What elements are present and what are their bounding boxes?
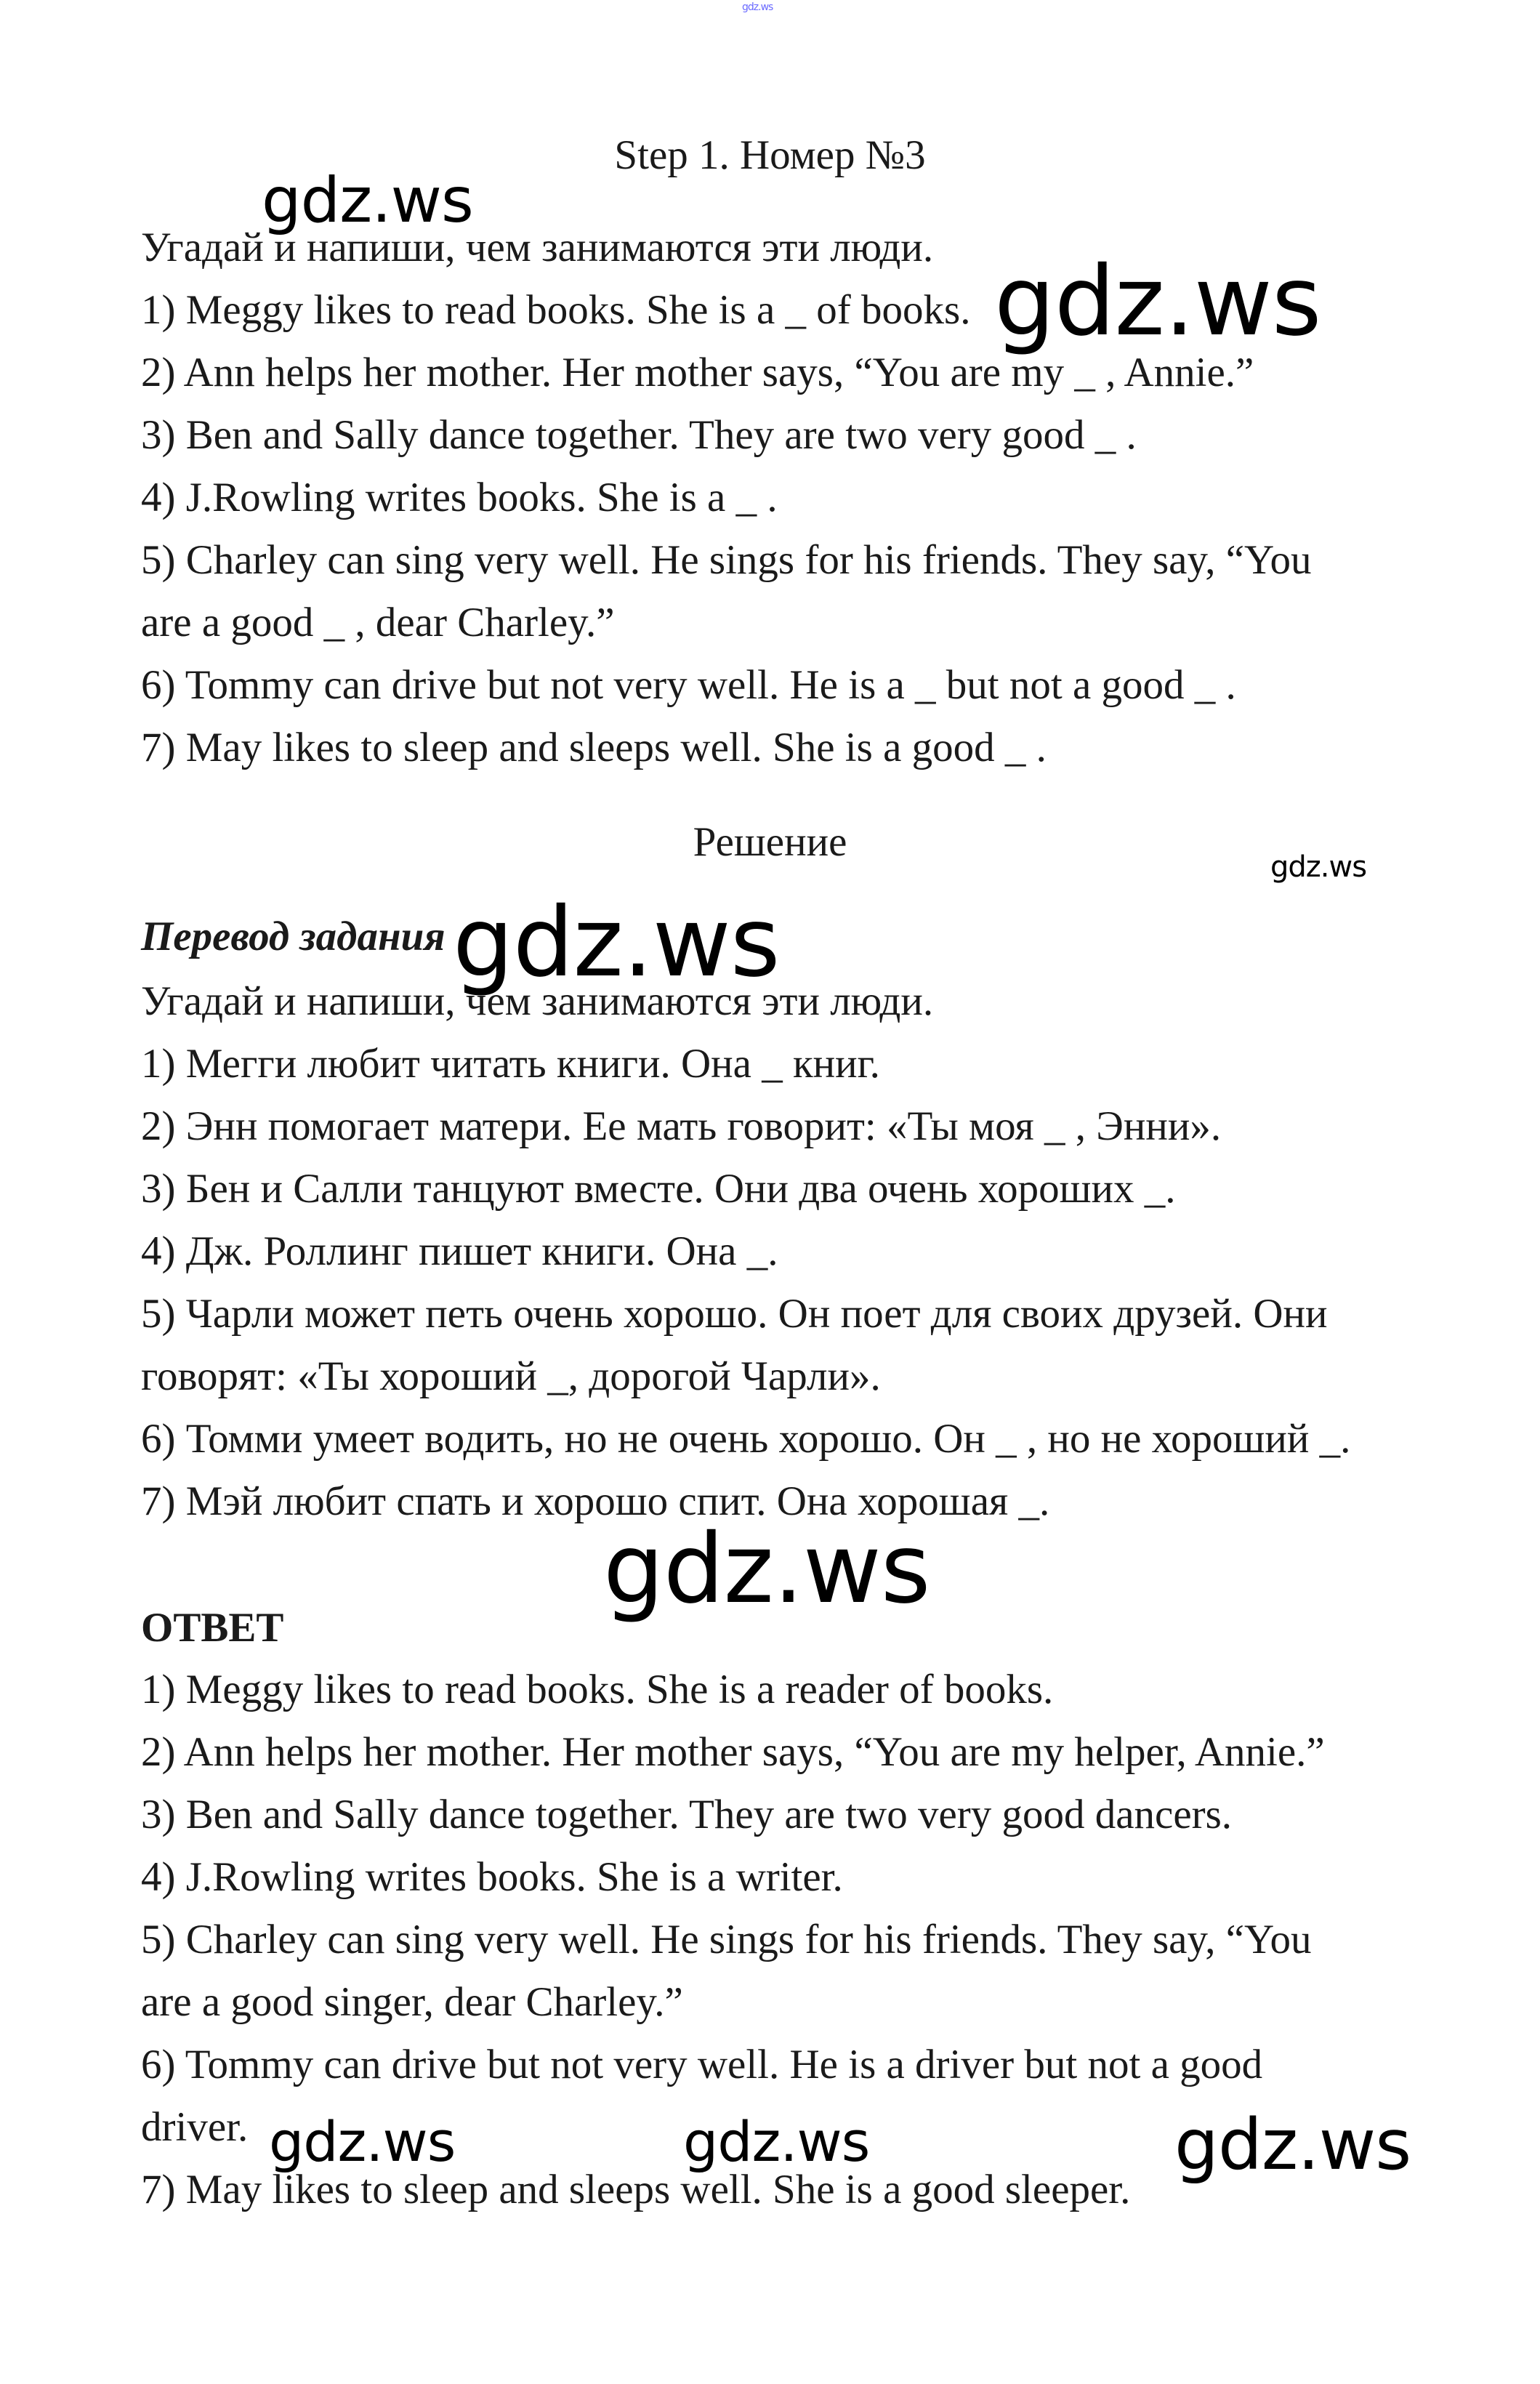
translation-item: 6) Томми умеет водить, но не очень хорошо. Он _ , но не хороший _.	[141, 1416, 1351, 1462]
translation-heading: Перевод задания	[141, 914, 446, 959]
watermark-text: gdz.ws	[1174, 2104, 1411, 2186]
solution-heading: Решение	[693, 819, 847, 865]
answer-item: 3) Ben and Sally dance together. They are two very good dancers.	[141, 1792, 1233, 1837]
answer-item: are a good singer, dear Charley.”	[141, 1979, 683, 2025]
answer-item: 7) May likes to sleep and sleeps well. She is a good sleeper.	[141, 2167, 1131, 2212]
answer-item: 5) Charley can sing very well. He sings for his friends. They say, “You	[141, 1917, 1312, 1962]
watermark-text: gdz.ws	[994, 246, 1321, 358]
task-instruction: Угадай и напиши, чем занимаются эти люди.	[141, 225, 934, 270]
answer-item: 4) J.Rowling writes books. She is a writer.	[141, 1854, 843, 1900]
task-item: 2) Ann helps her mother. Her mother says, “You are my _ , Annie.”	[141, 350, 1254, 395]
task-item: are a good _ , dear Charley.”	[141, 600, 615, 645]
task-item: 3) Ben and Sally dance together. They are two very good _ .	[141, 412, 1137, 458]
answer-item: 2) Ann helps her mother. Her mother says, “You are my helper, Annie.”	[141, 1729, 1325, 1775]
watermark-top: gdz.ws	[742, 1, 773, 13]
answer-item: 6) Tommy can drive but not very well. He is a driver but not a good	[141, 2042, 1263, 2087]
watermark-text: gdz.ws	[603, 1513, 930, 1625]
task-item: 7) May likes to sleep and sleeps well. She is a good _ .	[141, 725, 1047, 770]
translation-item: 3) Бен и Салли танцуют вместе. Они два очень хороших _.	[141, 1166, 1176, 1212]
watermark-text: gdz.ws	[683, 2109, 870, 2174]
watermark-text: gdz.ws	[262, 164, 473, 237]
task-item: 1) Meggy likes to read books. She is a _ of books.	[141, 287, 971, 333]
translation-item: 2) Энн помогает матери. Ее мать говорит: «Ты моя _ , Энни».	[141, 1103, 1222, 1149]
translation-item: 4) Дж. Роллинг пишет книги. Она _.	[141, 1228, 778, 1274]
watermark-text: gdz.ws	[453, 887, 780, 999]
watermark-text: gdz.ws	[1270, 850, 1367, 884]
answer-item: 1) Meggy likes to read books. She is a reader of books.	[141, 1667, 1054, 1712]
task-item: 4) J.Rowling writes books. She is a _ .	[141, 475, 778, 520]
translation-item: говорят: «Ты хороший _, дорогой Чарли».	[141, 1353, 881, 1399]
task-title: Step 1. Номер №3	[614, 132, 926, 178]
translation-item: 5) Чарли может петь очень хорошо. Он поет для своих друзей. Они	[141, 1291, 1328, 1337]
task-item: 6) Tommy can drive but not very well. He is a _ but not a good _ .	[141, 662, 1236, 708]
task-item: 5) Charley can sing very well. He sings for his friends. They say, “You	[141, 537, 1312, 583]
translation-item: 7) Мэй любит спать и хорошо спит. Она хорошая _.	[141, 1478, 1050, 1524]
watermark-text: gdz.ws	[269, 2109, 456, 2174]
translation-instruction: Угадай и напиши, чем занимаются эти люди.	[141, 978, 934, 1024]
translation-item: 1) Мегги любит читать книги. Она _ книг.	[141, 1041, 880, 1087]
answer-item: driver.	[141, 2104, 249, 2150]
answer-heading: ОТВЕТ	[141, 1605, 284, 1651]
